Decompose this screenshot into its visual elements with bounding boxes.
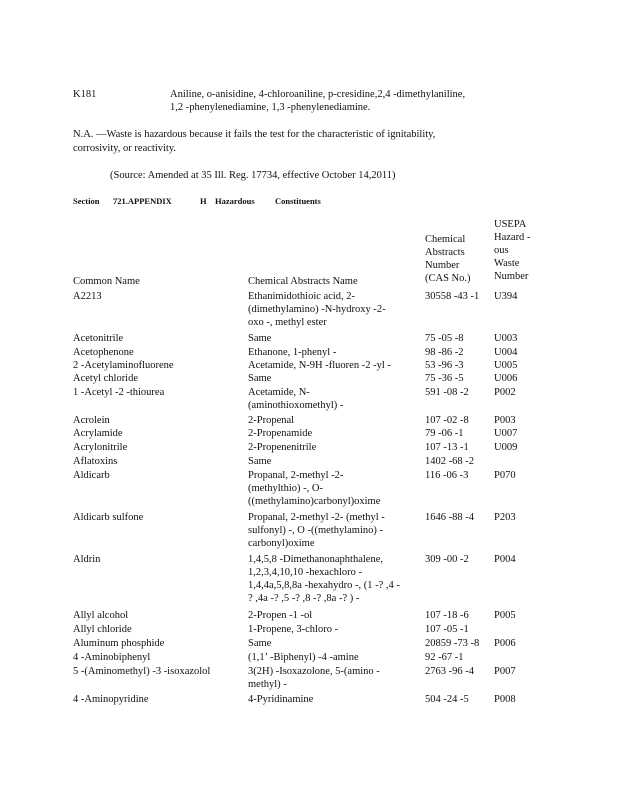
common-name-cell: Acetonitrile <box>73 333 124 344</box>
source-note: (Source: Amended at 35 Ill. Reg. 17734, effective October 14,2011) <box>110 170 396 181</box>
chemical-name-line: Ethanimidothioic acid, 2- <box>248 291 356 302</box>
cas-number-cell: 79 -06 -1 <box>425 428 464 439</box>
appendix-letter: H <box>200 196 207 206</box>
common-name-cell: 5 -(Aminomethyl) -3 -isoxazolol <box>73 666 211 677</box>
waste-number-cell: P004 <box>494 554 516 565</box>
chemical-name-line: 3(2H) -Isoxazolone, 5-(amino - <box>248 666 380 677</box>
cas-number-cell: 1402 -68 -2 <box>425 456 474 467</box>
chemical-name-cell <box>248 665 418 691</box>
chemical-name-line: Propanal, 2-methyl -2- (methyl - <box>248 512 385 523</box>
chemical-name-cell <box>248 290 418 329</box>
waste-number-cell: P203 <box>494 512 516 523</box>
chemical-name-line: 1-Propene, 3-chloro - <box>248 624 339 635</box>
chemical-name-line: ? ,4a -? ,5 -? ,8 -? ,8a -? ) - <box>248 593 360 604</box>
chemical-name-line: sulfonyl) -, O -((methylamino) - <box>248 525 384 536</box>
waste-number-cell: P008 <box>494 694 516 705</box>
common-name-cell: Acrylonitrile <box>73 442 128 453</box>
waste-number-cell: U394 <box>494 291 518 302</box>
common-name-cell: 4 -Aminobiphenyl <box>73 652 151 663</box>
chemical-name-line: 4-Pyridinamine <box>248 694 314 705</box>
chemical-name-cell <box>248 359 418 372</box>
chemical-name-line: carbonyl)oxime <box>248 538 315 549</box>
waste-number-cell: U006 <box>494 373 518 384</box>
cas-number-cell: 20859 -73 -8 <box>425 638 480 649</box>
waste-number-cell: U004 <box>494 347 518 358</box>
chemical-name-cell <box>248 427 418 440</box>
chemical-name-line: Acetamide, N- <box>248 387 310 398</box>
chemical-name-line: 2-Propenenitrile <box>248 442 317 453</box>
chemical-name-cell <box>248 511 418 550</box>
chemical-name-cell <box>248 372 418 385</box>
chemical-name-line: Ethanone, 1-phenyl - <box>248 347 337 358</box>
common-name-cell: Acrylamide <box>73 428 123 439</box>
chemical-name-cell <box>248 553 418 605</box>
common-name-cell: Aldicarb sulfone <box>73 512 144 523</box>
k181-constituents-line2: 1,2 -phenylenediamine, 1,3 -phenylenediamine. <box>170 102 371 113</box>
common-name-cell: A2213 <box>73 291 102 302</box>
na-note-line1: N.A. —Waste is hazardous because it fails the test for the characteristic of ignitability, <box>73 129 436 140</box>
waste-number-cell: U005 <box>494 360 518 371</box>
common-name-cell: 4 -Aminopyridine <box>73 694 149 705</box>
common-name-cell: Acrolein <box>73 415 110 426</box>
waste-number-cell: P006 <box>494 638 516 649</box>
chemical-name-line: 2-Propen -1 -ol <box>248 610 313 621</box>
section-number: 721.APPENDIX <box>113 196 172 206</box>
common-name-cell: Aflatoxins <box>73 456 118 467</box>
chemical-name-cell <box>248 637 418 650</box>
cas-number-cell: 504 -24 -5 <box>425 694 469 705</box>
chemical-name-cell <box>248 332 418 345</box>
cas-number-cell: 98 -86 -2 <box>425 347 464 358</box>
cas-number-cell: 591 -08 -2 <box>425 387 469 398</box>
k181-constituents-line1: Aniline, o-anisidine, 4-chloroaniline, p-cresidine,2,4 -dimethylaniline, <box>170 89 466 100</box>
chemical-name-line: (dimethylamino) -N-hydroxy -2- <box>248 304 386 315</box>
chemical-name-line: 2-Propenal <box>248 415 295 426</box>
chemical-name-line: 1,4,5,8 -Dimethanonaphthalene, <box>248 554 384 565</box>
chemical-name-cell <box>248 693 418 706</box>
cas-number-cell: 75 -05 -8 <box>425 333 464 344</box>
waste-number-cell: P002 <box>494 387 516 398</box>
chemical-name-line: (1,1’ -Biphenyl) -4 -amine <box>248 652 359 663</box>
na-note-line2: corrosivity, or reactivity. <box>73 143 177 154</box>
waste-number-cell: U009 <box>494 442 518 453</box>
cas-number-cell: 107 -02 -8 <box>425 415 469 426</box>
chemical-name-line: Acetamide, N-9H -fluoren -2 -yl - <box>248 360 391 371</box>
chemical-name-cell <box>248 455 418 468</box>
chemical-name-line: methyl) - <box>248 679 287 690</box>
common-name-cell: Aluminum phosphide <box>73 638 165 649</box>
cas-number-cell: 75 -36 -5 <box>425 373 464 384</box>
waste-number-cell: P007 <box>494 666 516 677</box>
common-name-cell: Aldrin <box>73 554 101 565</box>
cas-number-cell: 2763 -96 -4 <box>425 666 474 677</box>
chemical-name-cell <box>248 386 418 412</box>
waste-number-cell: P003 <box>494 415 516 426</box>
common-name-cell: Acetyl chloride <box>73 373 139 384</box>
common-name-cell: Allyl chloride <box>73 624 132 635</box>
chemical-name-line: Propanal, 2-methyl -2- <box>248 470 344 481</box>
cas-number-cell: 116 -06 -3 <box>425 470 469 481</box>
waste-number-cell: P005 <box>494 610 516 621</box>
section-label: Section <box>73 196 100 206</box>
cas-number-cell: 309 -00 -2 <box>425 554 469 565</box>
chemical-name-line: Same <box>248 638 272 649</box>
chemical-name-cell <box>248 609 418 622</box>
chemical-name-line: Same <box>248 456 272 467</box>
common-name-cell: Aldicarb <box>73 470 110 481</box>
header-usepa: USEPA Hazard - ous Waste Number <box>494 219 531 282</box>
section-title-2: Constituents <box>275 196 321 206</box>
common-name-cell: Acetophenone <box>73 347 134 358</box>
section-title-1: Hazardous <box>215 196 255 206</box>
header-chemical-name: Chemical Abstracts Name <box>248 276 358 287</box>
common-name-cell: 2 -Acetylaminofluorene <box>73 360 174 371</box>
waste-number-cell: P070 <box>494 470 516 481</box>
waste-number-cell: U007 <box>494 428 518 439</box>
cas-number-cell: 107 -13 -1 <box>425 442 469 453</box>
chemical-name-cell <box>248 623 418 636</box>
cas-number-cell: 53 -96 -3 <box>425 360 464 371</box>
header-cas: Chemical Abstracts Number (CAS No.) <box>425 234 471 284</box>
chemical-name-line: oxo -, methyl ester <box>248 317 327 328</box>
cas-number-cell: 107 -18 -6 <box>425 610 469 621</box>
chemical-name-line: Same <box>248 373 272 384</box>
chemical-name-cell <box>248 441 418 454</box>
chemical-name-line: ((methylamino)carbonyl)oxime <box>248 496 381 507</box>
chemical-name-line: Same <box>248 333 272 344</box>
chemical-name-cell <box>248 346 418 359</box>
cas-number-cell: 30558 -43 -1 <box>425 291 480 302</box>
common-name-cell: 1 -Acetyl -2 -thiourea <box>73 387 165 398</box>
cas-number-cell: 92 -67 -1 <box>425 652 464 663</box>
common-name-cell: Allyl alcohol <box>73 610 129 621</box>
chemical-name-line: 1,4,4a,5,8,8a -hexahydro -, (1 -? ,4 - <box>248 580 400 591</box>
chemical-name-cell <box>248 651 418 664</box>
chemical-name-line: 1,2,3,4,10,10 -hexachloro - <box>248 567 363 578</box>
chemical-name-cell <box>248 414 418 427</box>
chemical-name-cell <box>248 469 418 508</box>
chemical-name-line: (methylthio) -, O- <box>248 483 323 494</box>
k181-code: K181 <box>73 89 97 100</box>
waste-number-cell: U003 <box>494 333 518 344</box>
cas-number-cell: 1646 -88 -4 <box>425 512 474 523</box>
header-common-name: Common Name <box>73 276 140 287</box>
chemical-name-line: (aminothioxomethyl) - <box>248 400 344 411</box>
chemical-name-line: 2-Propenamide <box>248 428 313 439</box>
cas-number-cell: 107 -05 -1 <box>425 624 469 635</box>
